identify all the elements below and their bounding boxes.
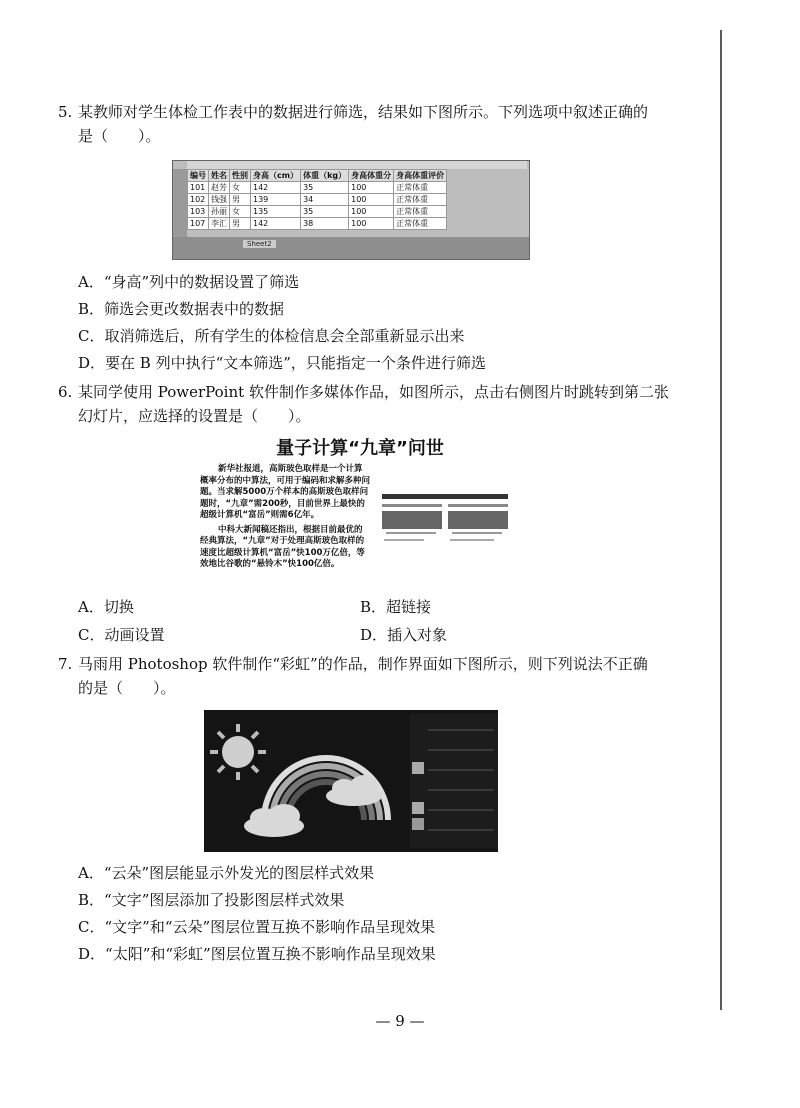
header-cell: 编号 xyxy=(188,170,209,182)
header-cell: 身高（cm） xyxy=(251,170,301,182)
option-5a: A．“身高”列中的数据设置了筛选 xyxy=(78,273,300,291)
table-cell: 100 xyxy=(349,206,394,218)
table-row xyxy=(188,218,447,230)
question-text: 某同学使用 PowerPoint 软件制作多媒体作品，如图所示，点击右侧图片时跳转到第二张 xyxy=(78,383,669,401)
table-row xyxy=(188,206,447,218)
slide-title: 量子计算“九章”问世 xyxy=(276,438,444,459)
table-cell: 107 xyxy=(188,218,209,230)
slide-body xyxy=(200,464,370,571)
table-cell: 赵芳 xyxy=(209,182,230,194)
question-text-cont: 是（ ）。 xyxy=(78,127,161,145)
table-cell: 男 xyxy=(230,194,251,206)
table-cell: 孙丽 xyxy=(209,206,230,218)
table-cell: 135 xyxy=(251,206,301,218)
table-cell: 101 xyxy=(188,182,209,194)
table-cell: 正常体重 xyxy=(394,218,447,230)
sheet-tab: Sheet2 xyxy=(243,240,276,248)
table-cell: 139 xyxy=(251,194,301,206)
option-7d: D．“太阳”和“彩虹”图层位置互换不影响作品呈现效果 xyxy=(78,945,436,963)
table-cell: 100 xyxy=(349,218,394,230)
header-cell: 性别 xyxy=(230,170,251,182)
table-cell: 142 xyxy=(251,182,301,194)
page-margin-line xyxy=(720,30,722,1010)
question-5 xyxy=(58,100,648,148)
column-header-bar xyxy=(187,161,527,169)
header-cell: 体重（kg） xyxy=(301,170,349,182)
header-cell: 身高体重评价 xyxy=(394,170,447,182)
table-cell: 35 xyxy=(301,182,349,194)
option-6c: C．动画设置 xyxy=(78,626,165,644)
option-6a: A．切换 xyxy=(78,598,134,616)
header-cell: 姓名 xyxy=(209,170,230,182)
question-number: 5. xyxy=(58,103,73,121)
question-text-cont: 的是（ ）。 xyxy=(78,679,176,697)
table-cell: 100 xyxy=(349,182,394,194)
question-number: 6. xyxy=(58,383,73,401)
slide-image xyxy=(382,492,508,564)
question-6 xyxy=(58,380,669,428)
table-cell: 35 xyxy=(301,206,349,218)
question-text-cont: 幻灯片，应选择的设置是（ ）。 xyxy=(78,407,311,425)
question-text: 马雨用 Photoshop 软件制作“彩虹”的作品，制作界面如下图所示，则下列说法不正确 xyxy=(78,655,648,673)
row-header-bar xyxy=(173,169,187,237)
page-number: — 9 — xyxy=(375,1012,425,1030)
table-cell: 正常体重 xyxy=(394,194,447,206)
option-6d: D．插入对象 xyxy=(360,626,448,644)
slide-paragraph-1: 新华社报道，高斯玻色取样是一个计算概率分布的中算法，可用于编码和求解多种问题。当求解5000万个样本的高斯玻色取样问题时，“九章”需200秒，目前世界上最快的超级计算机“富岳”则需6亿年。 xyxy=(200,464,371,520)
question-7 xyxy=(58,652,648,700)
question-text: 某教师对学生体检工作表中的数据进行筛选，结果如下图所示。下列选项中叙述正确的 xyxy=(78,103,649,121)
option-5b: B．筛选会更改数据表中的数据 xyxy=(78,300,285,318)
photoshop-screenshot xyxy=(204,710,498,852)
table-cell: 38 xyxy=(301,218,349,230)
filtered-table xyxy=(187,169,447,230)
table-cell: 142 xyxy=(251,218,301,230)
table-header-row xyxy=(188,170,447,182)
table-cell: 正常体重 xyxy=(394,206,447,218)
table-cell: 34 xyxy=(301,194,349,206)
option-6b: B．超链接 xyxy=(360,598,432,616)
excel-screenshot xyxy=(172,160,530,260)
table-cell: 100 xyxy=(349,194,394,206)
option-7b: B．“文字”图层添加了投影图层样式效果 xyxy=(78,891,345,909)
option-7c: C．“文字”和“云朵”图层位置互换不影响作品呈现效果 xyxy=(78,918,436,936)
table-cell: 男 xyxy=(230,218,251,230)
table-cell: 正常体重 xyxy=(394,182,447,194)
slide-paragraph-2: 中科大新闻稿还指出，根据目前最优的经典算法，“九章”对于处理高斯玻色取样的速度比超级计算机“富岳”快100万亿倍，等效地比谷歌的“悬铃木”快100亿倍。 xyxy=(200,524,365,569)
table-cell: 102 xyxy=(188,194,209,206)
option-7a: A．“云朵”图层能显示外发光的图层样式效果 xyxy=(78,864,375,882)
rainbow-artwork xyxy=(204,710,498,852)
option-5c: C．取消筛选后，所有学生的体检信息会全部重新显示出来 xyxy=(78,327,465,345)
table-cell: 女 xyxy=(230,206,251,218)
option-5d: D．要在 B 列中执行“文本筛选”，只能指定一个条件进行筛选 xyxy=(78,354,486,372)
table-cell: 李汇 xyxy=(209,218,230,230)
table-cell: 女 xyxy=(230,182,251,194)
ppt-slide-figure xyxy=(200,434,512,594)
sheet-tab-bar xyxy=(173,237,529,259)
question-number: 7. xyxy=(58,655,73,673)
table-row xyxy=(188,182,447,194)
table-cell: 钱强 xyxy=(209,194,230,206)
layers-panel xyxy=(410,714,498,848)
table-row xyxy=(188,194,447,206)
table-cell: 103 xyxy=(188,206,209,218)
header-cell: 身高体重分 xyxy=(349,170,394,182)
